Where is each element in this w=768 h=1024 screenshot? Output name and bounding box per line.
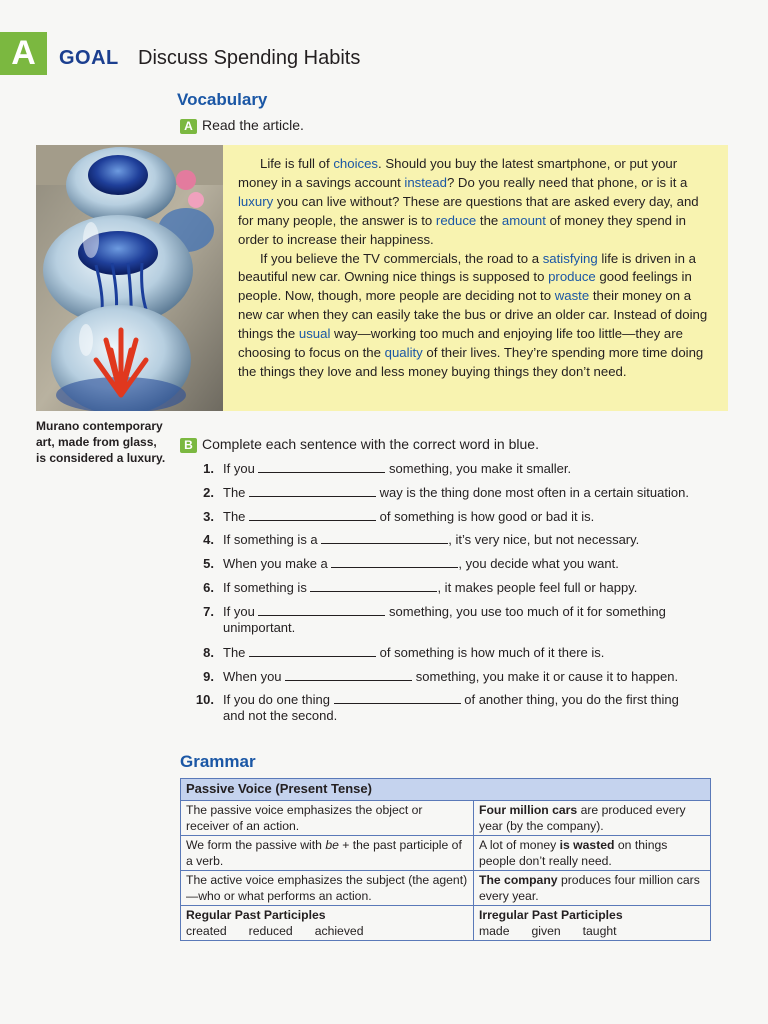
text-segment: A lot of money	[479, 838, 560, 852]
item-text-before: When you	[223, 669, 282, 684]
item-number: 1.	[203, 461, 214, 476]
vocab-keyword: quality	[384, 345, 423, 361]
goal-title: Discuss Spending Habits	[138, 47, 361, 69]
text-segment: you can live without? These are questions that are asked every day, and for many people, the answer is to	[238, 193, 699, 228]
participle-word: made	[479, 924, 510, 938]
exercise-item	[190, 461, 730, 477]
table-cell-rule	[181, 836, 474, 870]
item-text-continued: and not the second.	[223, 708, 338, 723]
text-segment: of their lives. They’re spending more time doing the things they love and less money buying things they don’t need.	[238, 345, 704, 379]
table-cell-example	[474, 836, 710, 870]
grammar-table	[180, 778, 711, 941]
text-segment: are produced every year (by the company).	[479, 803, 686, 833]
vocab-keyword: reduce	[435, 212, 477, 228]
table-row	[181, 800, 710, 835]
regular-participles-cell	[181, 906, 474, 940]
item-text-after: of something is how good or bad it is.	[379, 509, 595, 524]
item-number: 8.	[203, 645, 214, 660]
exercise-b-badge: B	[180, 438, 197, 453]
lesson-letter: A	[11, 34, 36, 72]
instruction-b	[180, 436, 539, 453]
exercise-item	[190, 645, 730, 661]
vocab-keyword: usual	[298, 326, 331, 342]
vocab-keyword: produce	[548, 269, 596, 285]
item-number: 4.	[203, 532, 214, 547]
grammar-table-title: Passive Voice (Present Tense)	[181, 779, 710, 800]
table-cell-rule	[181, 801, 474, 835]
item-text-after: something, you use too much of it for something	[389, 604, 666, 619]
vocab-keyword: choices	[333, 156, 379, 171]
answer-blank[interactable]	[258, 605, 385, 616]
answer-blank[interactable]	[331, 557, 458, 568]
table-cell-example	[474, 801, 710, 835]
item-number: 5.	[203, 556, 214, 571]
goal-label: GOAL	[59, 47, 119, 69]
vocab-keyword: instead	[404, 174, 447, 190]
text-segment: + the past participle of a verb.	[186, 838, 462, 868]
item-text-before: If something is a	[223, 532, 318, 547]
text-segment: of money they spend in order to increase their happiness.	[238, 212, 686, 247]
instruction-b-text: Complete each sentence with the correct word in blue.	[202, 436, 539, 452]
item-text-before: The	[223, 645, 246, 660]
exercise-item	[190, 532, 730, 548]
text-segment: is wasted	[559, 838, 615, 852]
photo-caption: Murano contemporary art, made from glass, is considered a luxury.	[36, 419, 166, 465]
answer-blank[interactable]	[249, 646, 376, 657]
answer-blank[interactable]	[285, 670, 412, 681]
answer-blank[interactable]	[310, 581, 437, 592]
item-text-before: If something is	[223, 580, 307, 595]
item-text-before: If you do one thing	[223, 692, 330, 707]
item-text-after: of another thing, you do the first thing	[464, 692, 679, 707]
item-text-continued: unimportant.	[223, 620, 296, 635]
table-cell-rule	[181, 871, 474, 905]
exercise-item	[190, 580, 730, 596]
item-text-after: , it’s very nice, but not necessary.	[448, 532, 640, 547]
text-segment: be	[325, 838, 339, 852]
item-text-before: When you make a	[223, 556, 328, 571]
item-text-after: something, you make it smaller.	[389, 461, 572, 476]
article-paragraph-1	[238, 155, 716, 250]
text-segment: The passive voice emphasizes the object or receiver of an action.	[186, 803, 423, 833]
item-text-after: , it makes people feel full or happy.	[437, 580, 638, 595]
instruction-a-text: Read the article.	[202, 117, 304, 133]
item-text-after: of something is how much of it there is.	[379, 645, 605, 660]
item-text-after: something, you make it or cause it to happen.	[415, 669, 679, 684]
participle-word: achieved	[314, 924, 364, 938]
regular-participles-list	[186, 923, 468, 939]
text-segment: on things people don’t really need.	[479, 838, 668, 868]
exercise-item	[190, 669, 730, 685]
table-row	[181, 870, 710, 905]
item-number: 7.	[203, 604, 214, 619]
text-segment: their money on a new car when they can easily take the bus or drive an older car. Instead of doing things the	[238, 288, 708, 342]
item-number: 10.	[195, 692, 214, 707]
item-number: 2.	[203, 485, 214, 500]
vocab-keyword: satisfying	[542, 250, 598, 266]
grammar-heading: Grammar	[180, 752, 256, 771]
exercise-item	[190, 556, 730, 572]
article-paragraph-2	[238, 250, 716, 382]
participle-word: given	[531, 924, 561, 938]
item-number: 3.	[203, 509, 214, 524]
exercise-item	[190, 509, 730, 525]
item-text-after: way is the thing done most often in a certain situation.	[379, 485, 689, 500]
exercise-a-badge: A	[180, 119, 197, 134]
answer-blank[interactable]	[249, 510, 376, 521]
murano-glass-photo	[36, 145, 223, 411]
exercise-item	[190, 692, 730, 724]
answer-blank[interactable]	[321, 533, 448, 544]
exercise-item	[190, 604, 730, 636]
exercise-item	[190, 485, 730, 501]
text-segment: ? Do you really need that phone, or is it a	[446, 174, 688, 190]
text-segment: Four million cars	[479, 803, 578, 817]
text-segment: produces four million cars every year.	[479, 873, 700, 903]
participle-word: taught	[582, 924, 617, 938]
irregular-participles-cell	[474, 906, 710, 940]
answer-blank[interactable]	[258, 462, 385, 473]
irregular-participles-title: Irregular Past Participles	[479, 908, 623, 922]
text-segment: good feelings in people. Now, though, more people are deciding not to	[238, 269, 692, 304]
item-text-before: The	[223, 509, 246, 524]
table-row	[181, 835, 710, 870]
vocabulary-heading: Vocabulary	[177, 90, 268, 109]
item-text-before: The	[223, 485, 246, 500]
article-box	[223, 145, 728, 411]
vocab-keyword: waste	[554, 288, 590, 304]
answer-blank[interactable]	[334, 693, 461, 704]
text-segment: life is driven in a beautiful new car. Owning nice things is supposed to	[238, 250, 696, 285]
table-cell-example	[474, 871, 710, 905]
text-segment: The active voice emphasizes the subject (the agent)—who or what performs an action.	[186, 873, 468, 903]
participle-word: created	[186, 924, 227, 938]
text-segment: Life is full of	[260, 156, 334, 171]
item-text-before: If you	[223, 461, 255, 476]
text-segment: If you believe the TV commercials, the road to a	[260, 250, 543, 266]
irregular-participles-list	[479, 923, 705, 939]
item-number: 9.	[203, 669, 214, 684]
vocab-keyword: luxury	[238, 193, 274, 209]
vocab-keyword: amount	[501, 212, 546, 228]
regular-participles-title: Regular Past Participles	[186, 908, 326, 922]
text-segment: way—working too much and enjoying life too little—they are choosing to focus on the	[238, 326, 683, 361]
text-segment: The company	[479, 873, 558, 887]
text-segment: We form the passive with	[186, 838, 326, 852]
text-segment: . Should you buy the latest smartphone, or put your money in a savings account	[238, 156, 678, 190]
item-number: 6.	[203, 580, 214, 595]
item-text-after: , you decide what you want.	[458, 556, 619, 571]
item-text-before: If you	[223, 604, 255, 619]
instruction-a	[180, 117, 304, 134]
answer-blank[interactable]	[249, 486, 376, 497]
text-segment: the	[476, 212, 502, 228]
table-row	[181, 905, 710, 940]
participle-word: reduced	[248, 924, 293, 938]
